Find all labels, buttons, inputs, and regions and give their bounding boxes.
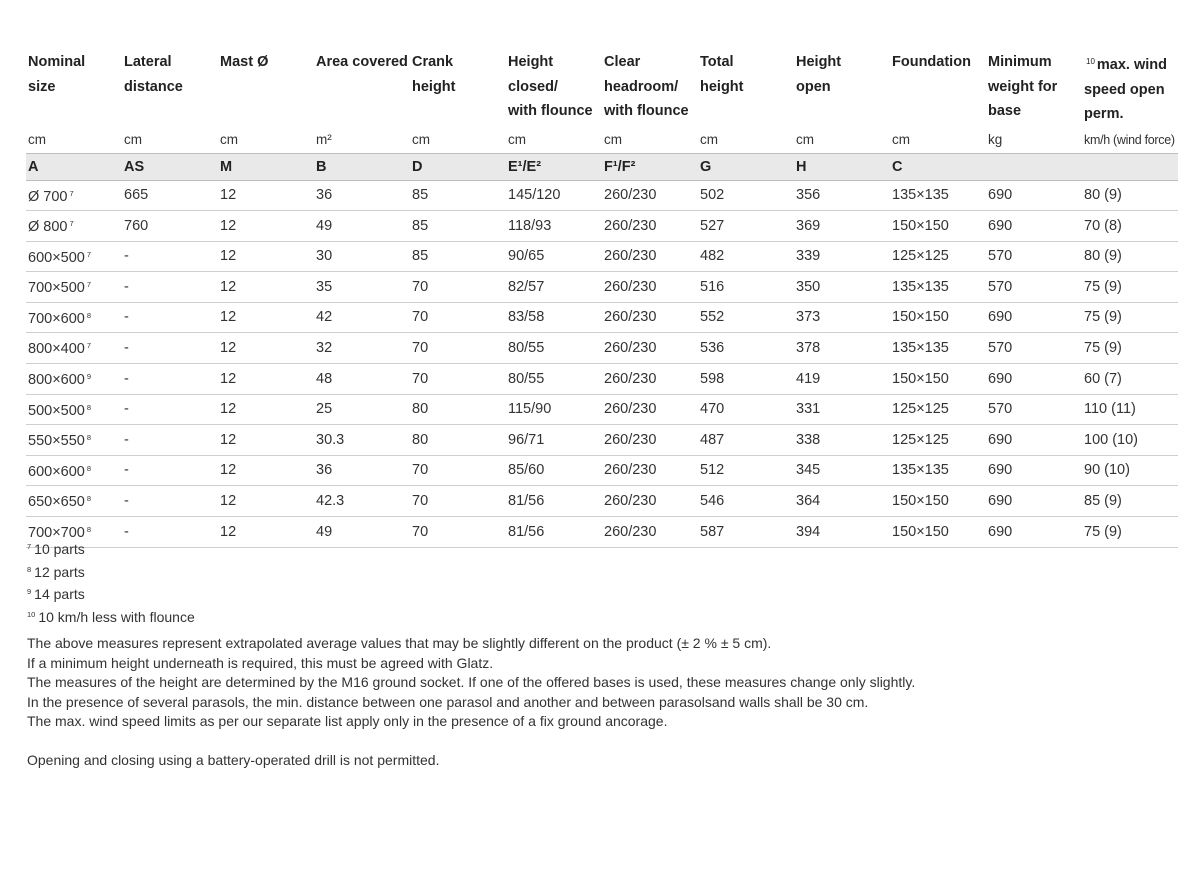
nominal-size-cell [26,486,122,517]
footnote-marker: 9 [86,372,92,382]
table-cell: 36 [314,180,410,211]
table-cell: 598 [698,364,794,395]
table-cell: 145/120 [506,180,602,211]
table-row [26,241,1178,272]
table-cell: 502 [698,180,794,211]
table-cell: 49 [314,211,410,242]
table-cell: 150×150 [890,364,986,395]
nominal-size-cell [26,333,122,364]
table-cell: 70 (8) [1082,211,1178,242]
table-cell: 260/230 [602,180,698,211]
table-cell: 135×135 [890,333,986,364]
table-cell: 35 [314,272,410,303]
table-cell: 36 [314,455,410,486]
code-cell: M [218,153,314,180]
table-row [26,517,1178,548]
code-cell [1082,153,1178,180]
footnote-marker: 7 [86,280,92,290]
header-label-line: Lateral [124,54,172,70]
table-cell: - [122,517,218,548]
table-cell: 32 [314,333,410,364]
nominal-size-cell [26,302,122,333]
table-cell: 512 [698,455,794,486]
header-label-line: height [412,78,456,95]
table-cell: 12 [218,241,314,272]
nominal-size-cell [26,241,122,272]
table-cell: 100 (10) [1082,425,1178,456]
units-row [26,127,1178,154]
unit-cell: cm [124,131,142,147]
table-cell: 260/230 [602,241,698,272]
table-row [26,180,1178,211]
table-cell: 345 [794,455,890,486]
table-cell: 364 [794,486,890,517]
table-cell: 690 [986,211,1082,242]
note-line: If a minimum height underneath is required, this must be agreed with Glatz. [27,654,494,671]
unit-cell: cm [28,131,46,147]
nominal-size-cell [26,364,122,395]
table-cell: 587 [698,517,794,548]
table-cell: 260/230 [602,364,698,395]
table-cell: 60 (7) [1082,364,1178,395]
table-cell: 369 [794,211,890,242]
footnote-number: 8 [27,564,32,574]
table-cell: 42.3 [314,486,410,517]
table-cell: 527 [698,211,794,242]
column-header [602,50,698,127]
table-cell: 85 [410,180,506,211]
table-cell: 30 [314,241,410,272]
table-cell: 49 [314,517,410,548]
nominal-size-cell [26,180,122,211]
table-cell: 665 [122,180,218,211]
unit-cell: cm [892,131,910,147]
table-cell: 482 [698,241,794,272]
table-cell: 260/230 [602,333,698,364]
column-header [698,50,794,127]
table-cell: 690 [986,302,1082,333]
footnote-marker: 8 [86,463,92,473]
header-label-line: perm. [1084,106,1124,122]
table-row [26,486,1178,517]
table-cell: 331 [794,394,890,425]
table-cell: 516 [698,272,794,303]
footnote-marker: 8 [86,402,92,412]
table-cell: - [122,364,218,395]
table-cell: 70 [410,455,506,486]
table-cell: 85/60 [506,455,602,486]
header-label-line: base [988,103,1022,119]
table-cell: 135×135 [890,180,986,211]
code-cell: AS [122,153,218,180]
table-cell: 90 (10) [1082,455,1178,486]
footnote [27,605,195,628]
table-cell: 81/56 [506,486,602,517]
table-cell: 339 [794,241,890,272]
table-cell: 70 [410,333,506,364]
nominal-size-value: 650×650 [28,494,85,511]
code-cell: D [410,153,506,180]
nominal-size-value: 550×550 [28,433,85,450]
footnote-text: 10 parts [34,541,85,557]
table-cell: 260/230 [602,272,698,303]
nominal-size-value: 600×500 [28,249,85,266]
unit-cell: kg [988,131,1003,147]
table-cell: 150×150 [890,486,986,517]
footnote-number: 9 [27,587,32,596]
nominal-size-cell [26,211,122,242]
table-cell: 48 [314,364,410,395]
header-label-line: speed open [1084,81,1165,98]
table-cell: 82/57 [506,272,602,303]
table-row [26,394,1178,425]
footnotes [27,537,195,627]
table-cell: 12 [218,333,314,364]
codes-row [26,153,1178,180]
footnote-marker: 8 [86,310,92,320]
table-row [26,364,1178,395]
table-cell: 546 [698,486,794,517]
note-line: The above measures represent extrapolated average values that may be slightly different on the product (± 2 % ± 5 cm). [27,635,772,651]
table-cell: 83/58 [506,302,602,333]
table-cell: 70 [410,364,506,395]
header-label-line: Total [700,54,734,70]
table-cell: 85 (9) [1082,486,1178,517]
header-label-line: Height [796,54,842,70]
table-cell: 80 [410,425,506,456]
table-cell: 356 [794,180,890,211]
table-row [26,333,1178,364]
table-cell: 570 [986,394,1082,425]
table-row [26,211,1178,242]
footnote-marker: 8 [86,433,92,443]
nominal-size-value: 800×400 [28,341,85,358]
table-cell: 12 [218,272,314,303]
column-header [122,50,218,127]
column-header [506,50,602,127]
nominal-size-value: 800×600 [28,372,85,389]
table-cell: 12 [218,394,314,425]
footnote-text: 12 parts [34,563,85,580]
header-label-line: max. wind [1096,57,1168,73]
table-cell: 12 [218,211,314,242]
unit-cell: cm [604,131,622,147]
nominal-size-value: 700×700 [28,525,85,542]
header-label-line: Height [508,54,554,70]
footnote-number: 7 [27,542,32,551]
footnote [27,582,195,605]
table-cell: 70 [410,302,506,333]
column-header [26,50,122,127]
nominal-size-value: 600×600 [28,463,85,480]
table-cell: 260/230 [602,486,698,517]
column-header [410,50,506,127]
footnote-marker: 7 [69,188,74,198]
header-label-line: with flounce [508,103,593,119]
table-cell: - [122,241,218,272]
table-cell: 80 (9) [1082,241,1178,272]
table-cell: 135×135 [890,455,986,486]
table-cell: - [122,272,218,303]
table-cell: 85 [410,241,506,272]
table-cell: 80 [410,394,506,425]
note-line: The measures of the height are determined by the M16 ground socket. If one of the offered bases is used, these measures change only slightly. [27,674,916,690]
table-cell: 338 [794,425,890,456]
header-label-line: Foundation [892,54,971,70]
note-line: In the presence of several parasols, the min. distance between one parasol and another and between parasolsand walls shall be 30 cm. [27,693,869,710]
table-cell: 75 (9) [1082,333,1178,364]
column-header [1082,50,1178,127]
table-cell: - [122,455,218,486]
table-row [26,425,1178,456]
table-cell: 260/230 [602,394,698,425]
table-cell: 552 [698,302,794,333]
code-cell: A [26,153,122,180]
table-cell: 85 [410,211,506,242]
nominal-size-value: 500×500 [28,402,85,419]
footnote-marker: 8 [86,525,92,535]
footnote-number: 10 [27,609,36,619]
table-cell: 125×125 [890,241,986,272]
code-cell: C [890,153,986,180]
nominal-size-cell [26,272,122,303]
table-cell: 260/230 [602,211,698,242]
unit-cell: cm [508,131,526,147]
table-cell: - [122,333,218,364]
table-cell: 487 [698,425,794,456]
table-cell: 42 [314,302,410,333]
table-cell: 70 [410,272,506,303]
nominal-size-value: 700×500 [28,280,85,297]
code-cell: H [794,153,890,180]
table-cell: 760 [122,211,218,242]
nominal-size-cell [26,394,122,425]
table-cell: 110 (11) [1082,394,1178,425]
table-cell: 12 [218,302,314,333]
header-label-line: Minimum [988,54,1052,70]
footnote-marker: 8 [86,494,92,504]
code-cell: F¹/F² [602,153,698,180]
nominal-size-cell [26,455,122,486]
column-header [890,50,986,127]
table-cell: 150×150 [890,517,986,548]
table-cell: 90/65 [506,241,602,272]
unit-cell: km/h (wind force) [1084,132,1175,147]
table-cell: 690 [986,425,1082,456]
nominal-size-value: Ø 700 [28,188,68,205]
header-label-line: Clear [604,54,641,70]
footnote-marker: 7 [86,249,92,259]
table-cell: - [122,486,218,517]
table-cell: 570 [986,272,1082,303]
table-cell: 260/230 [602,425,698,456]
table-cell: 690 [986,455,1082,486]
column-header [794,50,890,127]
column-header [986,50,1082,127]
header-label-line: closed/ [508,78,558,95]
header-label-line: open [796,78,831,95]
footnote-marker: 7 [69,219,74,229]
nominal-size-value: 700×600 [28,310,85,327]
table-cell: 570 [986,333,1082,364]
table-cell: 30.3 [314,425,410,456]
header-label-line: headroom/ [604,78,679,95]
footnote-text: 14 parts [34,586,85,602]
table-cell: 690 [986,364,1082,395]
notes [27,634,915,732]
table-row [26,302,1178,333]
unit-cell: m² [316,131,332,147]
footnote-text: 10 km/h less with flounce [38,608,195,625]
unit-cell: cm [412,131,430,147]
table-cell: 690 [986,180,1082,211]
code-cell: E¹/E² [506,153,602,180]
header-label-line: Nominal [28,54,86,70]
note-line: The max. wind speed limits as per our separate list apply only in the presence of a fix ground ancorage. [27,713,668,729]
table-cell: 570 [986,241,1082,272]
table-cell: 12 [218,455,314,486]
table-cell: - [122,302,218,333]
table-cell: 12 [218,364,314,395]
header-label-line: Crank [412,54,454,70]
table-cell: 260/230 [602,302,698,333]
header-label-line: size [28,78,56,95]
table-cell: 125×125 [890,394,986,425]
table-cell: 75 (9) [1082,302,1178,333]
table-row [26,455,1178,486]
header-label-line: with flounce [604,103,689,119]
table-cell: 135×135 [890,272,986,303]
table-cell: 75 (9) [1082,272,1178,303]
header-label-line: Area covered [316,54,408,70]
footnote-marker: 7 [86,341,92,351]
table-cell: - [122,394,218,425]
column-header [218,50,314,127]
header-label-line: weight for [988,78,1058,95]
table-cell: 150×150 [890,302,986,333]
nominal-size-value: Ø 800 [28,219,68,236]
code-cell: B [314,153,410,180]
footnote [27,537,195,560]
parasol-spec-table [26,50,1178,548]
table-cell: 80/55 [506,333,602,364]
table-cell: 419 [794,364,890,395]
table-cell: - [122,425,218,456]
header-row [26,50,1178,127]
table-cell: 378 [794,333,890,364]
table-cell: 81/56 [506,517,602,548]
table-cell: 125×125 [890,425,986,456]
code-cell [986,153,1082,180]
table-cell: 12 [218,425,314,456]
table-cell: 12 [218,486,314,517]
table-cell: 260/230 [602,517,698,548]
table-row [26,272,1178,303]
unit-cell: cm [220,131,238,147]
table-cell: 96/71 [506,425,602,456]
table-cell: 260/230 [602,455,698,486]
nominal-size-cell [26,425,122,456]
unit-cell: cm [796,131,814,147]
table-cell: 12 [218,517,314,548]
table-cell: 25 [314,394,410,425]
table-cell: 115/90 [506,394,602,425]
table-cell: 350 [794,272,890,303]
table-cell: 80 (9) [1082,180,1178,211]
unit-cell: cm [700,131,718,147]
table-cell: 373 [794,302,890,333]
header-label-line: height [700,78,744,95]
table-cell: 75 (9) [1082,517,1178,548]
header-label-line: Mast Ø [220,54,269,70]
code-cell: G [698,153,794,180]
table-cell: 118/93 [506,211,602,242]
header-footnote-marker: 10 [1086,57,1095,66]
closing-note: Opening and closing using a battery-operated drill is not permitted. [27,752,440,768]
table-cell: 70 [410,517,506,548]
column-header [314,50,410,127]
table-cell: 80/55 [506,364,602,395]
table-cell: 690 [986,486,1082,517]
table-cell: 536 [698,333,794,364]
table-cell: 70 [410,486,506,517]
table-cell: 12 [218,180,314,211]
footnote [27,560,195,583]
header-label-line: distance [124,78,183,95]
table-cell: 470 [698,394,794,425]
table-cell: 150×150 [890,211,986,242]
table-body [26,127,1178,548]
table-cell: 690 [986,517,1082,548]
table-cell: 394 [794,517,890,548]
